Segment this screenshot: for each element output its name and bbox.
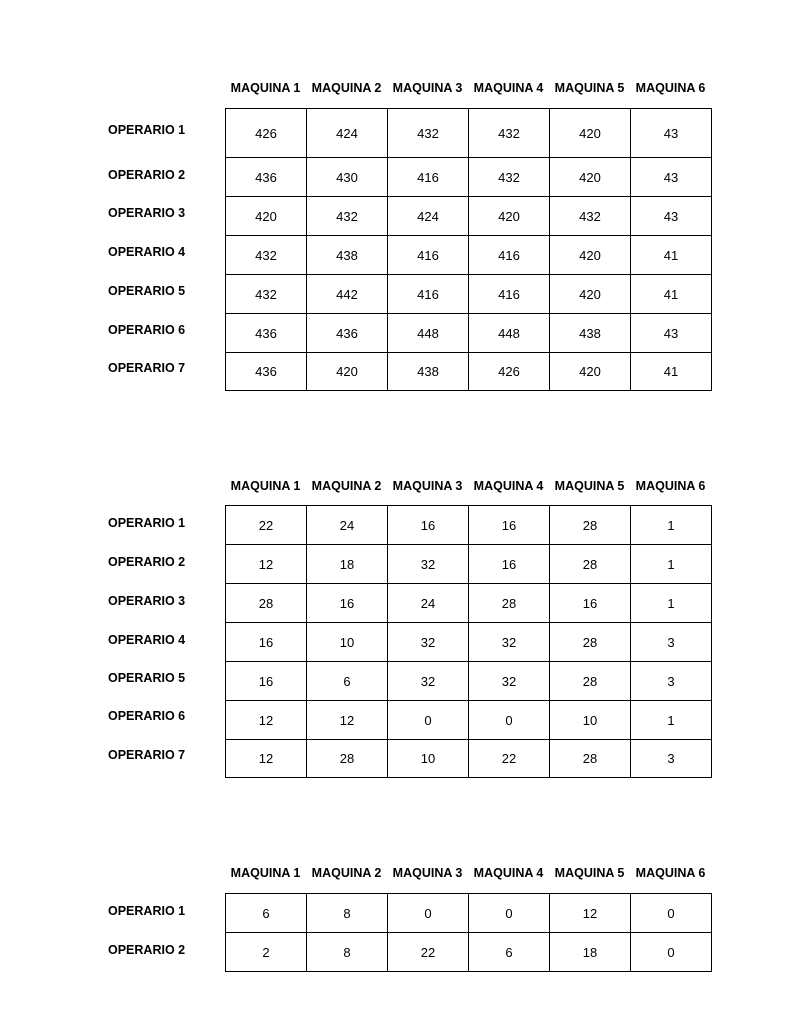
table-cell[interactable]: 28: [550, 662, 631, 701]
table-cell[interactable]: 0: [388, 701, 469, 740]
table-row: [226, 197, 712, 236]
table-cell[interactable]: 1: [631, 545, 712, 584]
table-cell[interactable]: 3: [631, 662, 712, 701]
table-cell[interactable]: 8: [307, 933, 388, 972]
column-header: MAQUINA 1: [230, 81, 301, 95]
table-cell[interactable]: 8: [307, 894, 388, 933]
table-row: [226, 314, 712, 353]
table-cell[interactable]: 43: [631, 314, 712, 353]
table-cell[interactable]: 12: [226, 545, 307, 584]
data-table-2: [225, 505, 712, 778]
column-header: MAQUINA 3: [392, 866, 463, 880]
table-cell[interactable]: 448: [469, 314, 550, 353]
table-cell[interactable]: 416: [388, 275, 469, 314]
table-cell[interactable]: 24: [388, 584, 469, 623]
table-cell[interactable]: 432: [469, 158, 550, 197]
row-label: OPERARIO 7: [108, 748, 186, 762]
row-label: OPERARIO 7: [108, 361, 186, 375]
row-label: OPERARIO 3: [108, 594, 186, 608]
table-cell[interactable]: 32: [469, 623, 550, 662]
table-cell[interactable]: 12: [550, 894, 631, 933]
table-cell[interactable]: 6: [307, 662, 388, 701]
row-label: OPERARIO 2: [108, 555, 186, 569]
table-cell[interactable]: 43: [631, 197, 712, 236]
table-cell[interactable]: 43: [631, 158, 712, 197]
table-cell[interactable]: 424: [307, 109, 388, 158]
table-row: [226, 109, 712, 158]
column-header: MAQUINA 2: [311, 479, 382, 493]
table-cell[interactable]: 16: [550, 584, 631, 623]
table-cell[interactable]: 22: [226, 506, 307, 545]
table-cell[interactable]: 0: [469, 701, 550, 740]
table-cell[interactable]: 24: [307, 506, 388, 545]
table-cell[interactable]: 6: [226, 894, 307, 933]
column-header: MAQUINA 5: [554, 479, 625, 493]
table-cell[interactable]: 0: [631, 933, 712, 972]
table-cell[interactable]: 426: [226, 109, 307, 158]
table-cell[interactable]: 43: [631, 109, 712, 158]
table-cell[interactable]: 28: [469, 584, 550, 623]
table-row: [226, 275, 712, 314]
table-cell[interactable]: 420: [550, 109, 631, 158]
table-row: [226, 353, 712, 391]
column-header: MAQUINA 2: [311, 81, 382, 95]
row-label: OPERARIO 1: [108, 123, 186, 137]
row-label: OPERARIO 1: [108, 904, 186, 918]
row-label: OPERARIO 1: [108, 516, 186, 530]
table-row: [226, 158, 712, 197]
table-cell[interactable]: 18: [550, 933, 631, 972]
table-cell[interactable]: 432: [550, 197, 631, 236]
table-cell[interactable]: 420: [469, 197, 550, 236]
table-row: [226, 894, 712, 933]
table-row: [226, 545, 712, 584]
table-cell[interactable]: 41: [631, 275, 712, 314]
table-cell[interactable]: 0: [469, 894, 550, 933]
data-table-3: [225, 893, 712, 972]
table-cell[interactable]: 436: [307, 314, 388, 353]
column-header: MAQUINA 6: [635, 81, 706, 95]
table-cell[interactable]: 3: [631, 740, 712, 778]
table-cell[interactable]: 432: [469, 109, 550, 158]
table-cell[interactable]: 420: [550, 158, 631, 197]
table-cell[interactable]: 420: [550, 353, 631, 391]
table-cell[interactable]: 41: [631, 353, 712, 391]
table-cell[interactable]: 16: [469, 506, 550, 545]
table-cell[interactable]: 438: [388, 353, 469, 391]
row-label: OPERARIO 6: [108, 323, 186, 337]
table-cell[interactable]: 420: [226, 197, 307, 236]
table-cell[interactable]: 32: [469, 662, 550, 701]
table-cell[interactable]: 12: [226, 701, 307, 740]
table-cell[interactable]: 424: [388, 197, 469, 236]
table-cell[interactable]: 32: [388, 623, 469, 662]
column-header: MAQUINA 4: [473, 479, 544, 493]
table-cell[interactable]: 2: [226, 933, 307, 972]
column-header: MAQUINA 5: [554, 866, 625, 880]
table-cell[interactable]: 28: [307, 740, 388, 778]
table-cell[interactable]: 432: [226, 275, 307, 314]
table-row: [226, 623, 712, 662]
table-row: [226, 933, 712, 972]
table-cell[interactable]: 41: [631, 236, 712, 275]
table-cell[interactable]: 416: [388, 158, 469, 197]
table-cell[interactable]: 10: [388, 740, 469, 778]
table-cell[interactable]: 32: [388, 662, 469, 701]
table-cell[interactable]: 420: [550, 236, 631, 275]
table-cell[interactable]: 10: [307, 623, 388, 662]
column-header: MAQUINA 2: [311, 866, 382, 880]
table-cell[interactable]: 1: [631, 506, 712, 545]
table-cell[interactable]: 28: [550, 623, 631, 662]
table-cell[interactable]: 432: [307, 197, 388, 236]
column-header: MAQUINA 1: [230, 866, 301, 880]
table-cell[interactable]: 28: [550, 506, 631, 545]
table-row: [226, 506, 712, 545]
column-header: MAQUINA 1: [230, 479, 301, 493]
table-cell[interactable]: 12: [307, 701, 388, 740]
table-cell[interactable]: 0: [388, 894, 469, 933]
table-cell[interactable]: 438: [307, 236, 388, 275]
table-cell[interactable]: 16: [469, 545, 550, 584]
table-cell[interactable]: 6: [469, 933, 550, 972]
row-label: OPERARIO 5: [108, 284, 186, 298]
table-cell[interactable]: 416: [388, 236, 469, 275]
row-label: OPERARIO 4: [108, 245, 186, 259]
table-cell[interactable]: 18: [307, 545, 388, 584]
table-cell[interactable]: 16: [388, 506, 469, 545]
table-cell[interactable]: 28: [550, 545, 631, 584]
table-cell[interactable]: 0: [631, 894, 712, 933]
table-cell[interactable]: 12: [226, 740, 307, 778]
table-cell[interactable]: 22: [469, 740, 550, 778]
table-cell[interactable]: 432: [226, 236, 307, 275]
table-row: [226, 236, 712, 275]
table-cell[interactable]: 22: [388, 933, 469, 972]
table-cell[interactable]: 16: [307, 584, 388, 623]
data-table-1: [225, 108, 712, 391]
column-header: MAQUINA 6: [635, 866, 706, 880]
row-label: OPERARIO 4: [108, 633, 186, 647]
table-cell[interactable]: 28: [226, 584, 307, 623]
table-cell[interactable]: 432: [388, 109, 469, 158]
column-header: MAQUINA 4: [473, 81, 544, 95]
table-cell[interactable]: 32: [388, 545, 469, 584]
table-cell[interactable]: 3: [631, 623, 712, 662]
column-header: MAQUINA 3: [392, 479, 463, 493]
table-cell[interactable]: 438: [550, 314, 631, 353]
row-label: OPERARIO 2: [108, 943, 186, 957]
table-cell[interactable]: 430: [307, 158, 388, 197]
table-cell[interactable]: 28: [550, 740, 631, 778]
table-cell[interactable]: 448: [388, 314, 469, 353]
column-header: MAQUINA 3: [392, 81, 463, 95]
table-cell[interactable]: 1: [631, 701, 712, 740]
table-cell[interactable]: 16: [226, 623, 307, 662]
table-cell[interactable]: 436: [226, 353, 307, 391]
row-label: OPERARIO 3: [108, 206, 186, 220]
column-header: MAQUINA 4: [473, 866, 544, 880]
table-cell[interactable]: 420: [550, 275, 631, 314]
table-cell[interactable]: 416: [469, 275, 550, 314]
table-cell[interactable]: 436: [226, 314, 307, 353]
table-row: [226, 701, 712, 740]
row-label: OPERARIO 5: [108, 671, 186, 685]
table-cell[interactable]: 10: [550, 701, 631, 740]
table-row: [226, 662, 712, 701]
table-cell[interactable]: 16: [226, 662, 307, 701]
table-cell[interactable]: 1: [631, 584, 712, 623]
column-header: MAQUINA 5: [554, 81, 625, 95]
table-row: [226, 740, 712, 778]
column-header: MAQUINA 6: [635, 479, 706, 493]
table-cell[interactable]: 420: [307, 353, 388, 391]
row-label: OPERARIO 6: [108, 709, 186, 723]
table-cell[interactable]: 426: [469, 353, 550, 391]
row-label: OPERARIO 2: [108, 168, 186, 182]
table-cell[interactable]: 436: [226, 158, 307, 197]
table-cell[interactable]: 416: [469, 236, 550, 275]
table-row: [226, 584, 712, 623]
table-cell[interactable]: 442: [307, 275, 388, 314]
